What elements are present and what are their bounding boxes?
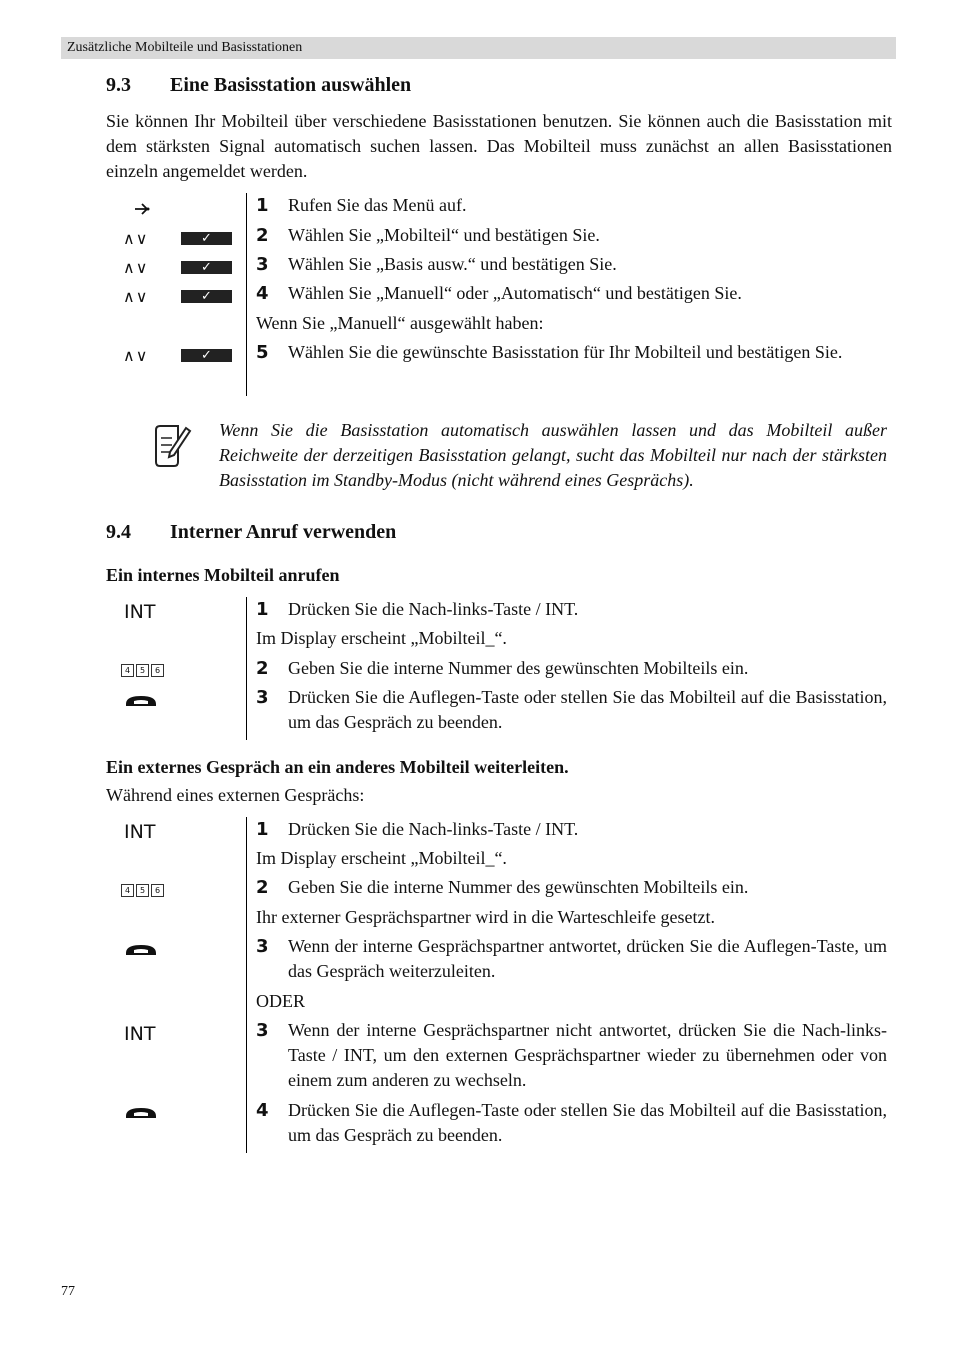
key-5-icon: 5 bbox=[136, 884, 149, 897]
hang-up-icon bbox=[123, 692, 159, 713]
ok-key-icon: ✓ bbox=[181, 232, 232, 245]
step-text: Geben Sie die interne Nummer des gewünschten Mobilteils ein. bbox=[288, 658, 749, 678]
step-item bbox=[256, 597, 887, 622]
step-item bbox=[256, 875, 887, 900]
step-number: 3 bbox=[256, 687, 269, 708]
section-intro: Sie können Ihr Mobilteil über verschiedene Basisstationen benutzen. Sie können auch die Basisstation mit dem stärksten Signal automatisch suchen lassen. Das Mobilteil muss zunächst an allen Basisstationen einzeln angemeldet werden. bbox=[106, 111, 892, 181]
hang-up-icon bbox=[123, 1104, 159, 1125]
key-5-icon: 5 bbox=[136, 664, 149, 677]
up-down-arrows-icon: ∧∨ bbox=[123, 346, 149, 365]
manual-note: Wenn Sie „Manuell“ ausgewählt haben: bbox=[256, 313, 544, 333]
ok-key-icon: ✓ bbox=[181, 261, 232, 274]
section-number: 9.3 bbox=[106, 74, 131, 96]
ok-key-icon: ✓ bbox=[181, 349, 232, 362]
step-text: Drücken Sie die Nach-links-Taste / INT. bbox=[288, 819, 579, 839]
step-item bbox=[256, 193, 887, 218]
step-text: Drücken Sie die Auflegen-Taste oder stellen Sie das Mobilteil auf die Basisstation, um das Gespräch zu beenden. bbox=[288, 1100, 887, 1145]
running-header-text: Zusätzliche Mobilteile und Basisstationen bbox=[67, 40, 303, 55]
info-note: Wenn Sie die Basisstation automatisch auswählen lassen und das Mobilteil außer Reichweite der derzeitigen Basisstation gelangt, sucht das Mobilteil nur nach der stärksten Basisstation im Standby-Modus (nicht während eines Gesprächs). bbox=[219, 420, 887, 490]
int-key-icon: INT bbox=[124, 601, 156, 623]
key-6-icon: 6 bbox=[151, 884, 164, 897]
note-pencil-icon bbox=[152, 422, 192, 475]
step-number: 2 bbox=[256, 658, 269, 679]
step-item bbox=[256, 1098, 887, 1148]
oder-separator: ODER bbox=[256, 991, 305, 1011]
up-down-arrows-icon: ∧∨ bbox=[123, 287, 149, 306]
int-key-icon: INT bbox=[124, 1023, 156, 1045]
running-header bbox=[61, 37, 896, 59]
display-note: Im Display erscheint „Mobilteil_“. bbox=[256, 628, 507, 648]
step-number: 3 bbox=[256, 254, 269, 275]
display-note: Im Display erscheint „Mobilteil_“. bbox=[256, 848, 507, 868]
step-text: Geben Sie die interne Nummer des gewünschten Mobilteils ein. bbox=[288, 877, 749, 897]
number-keys-icon bbox=[121, 664, 164, 677]
step-item bbox=[256, 252, 887, 277]
key-4-icon: 4 bbox=[121, 664, 134, 677]
step-text: Wählen Sie „Manuell“ oder „Automatisch“ und bestätigen Sie. bbox=[288, 283, 742, 303]
page-number: 77 bbox=[61, 1284, 75, 1299]
subsection-title: Ein externes Gespräch an ein anderes Mobilteil weiterleiten. bbox=[106, 757, 569, 777]
step-number: 2 bbox=[256, 877, 269, 898]
section-heading-9-4 bbox=[106, 521, 396, 544]
step-item bbox=[256, 340, 887, 365]
section-number: 9.4 bbox=[106, 521, 131, 543]
step-number: 2 bbox=[256, 225, 269, 246]
hold-note: Ihr externer Gesprächspartner wird in die Warteschleife gesetzt. bbox=[256, 907, 716, 927]
key-6-icon: 6 bbox=[151, 664, 164, 677]
step-number: 4 bbox=[256, 1100, 269, 1121]
section-heading-9-3 bbox=[106, 74, 411, 97]
step-divider bbox=[246, 817, 247, 1153]
section-title: Eine Basisstation auswählen bbox=[170, 74, 412, 96]
step-item bbox=[256, 934, 887, 984]
subsection-intro: Während eines externen Gesprächs: bbox=[106, 785, 365, 805]
step-text: Wählen Sie „Basis ausw.“ und bestätigen Sie. bbox=[288, 254, 617, 274]
int-key-icon: INT bbox=[124, 821, 156, 843]
step-number: 3 bbox=[256, 1020, 269, 1041]
hang-up-icon bbox=[123, 941, 159, 962]
step-item bbox=[256, 685, 887, 735]
step-divider bbox=[246, 193, 247, 396]
step-number: 3 bbox=[256, 936, 269, 957]
step-number: 1 bbox=[256, 819, 269, 840]
step-text: Rufen Sie das Menü auf. bbox=[288, 195, 467, 215]
step-number: 5 bbox=[256, 342, 269, 363]
step-divider bbox=[246, 597, 247, 740]
step-text: Drücken Sie die Nach-links-Taste / INT. bbox=[288, 599, 579, 619]
step-text: Wählen Sie „Mobilteil“ und bestätigen Sie. bbox=[288, 225, 600, 245]
up-down-arrows-icon: ∧∨ bbox=[123, 229, 149, 248]
step-text: Wählen Sie die gewünschte Basisstation für Ihr Mobilteil und bestätigen Sie. bbox=[288, 342, 843, 362]
step-text: Wenn der interne Gesprächspartner nicht antwortet, drücken Sie die Nach-links-Taste / INT, um den externen Gesprächspartner wieder zu übernehmen oder von einem zum anderen zu wechseln. bbox=[288, 1020, 887, 1090]
number-keys-icon bbox=[121, 884, 164, 897]
step-text: Drücken Sie die Auflegen-Taste oder stellen Sie das Mobilteil auf die Basisstation, um das Gespräch zu beenden. bbox=[288, 687, 887, 732]
step-item bbox=[256, 1018, 887, 1093]
step-item bbox=[256, 223, 887, 248]
step-item bbox=[256, 656, 887, 681]
key-4-icon: 4 bbox=[121, 884, 134, 897]
up-down-arrows-icon: ∧∨ bbox=[123, 258, 149, 277]
section-title: Interner Anruf verwenden bbox=[170, 521, 397, 543]
ok-key-icon: ✓ bbox=[181, 290, 232, 303]
step-item bbox=[256, 281, 887, 306]
step-item bbox=[256, 817, 887, 842]
subsection-title: Ein internes Mobilteil anrufen bbox=[106, 565, 340, 585]
step-number: 1 bbox=[256, 599, 269, 620]
step-number: 1 bbox=[256, 195, 269, 216]
step-text: Wenn der interne Gesprächspartner antwortet, drücken Sie die Auflegen-Taste, um das Gespräch weiterzuleiten. bbox=[288, 936, 887, 981]
step-number: 4 bbox=[256, 283, 269, 304]
menu-icon bbox=[133, 199, 153, 224]
